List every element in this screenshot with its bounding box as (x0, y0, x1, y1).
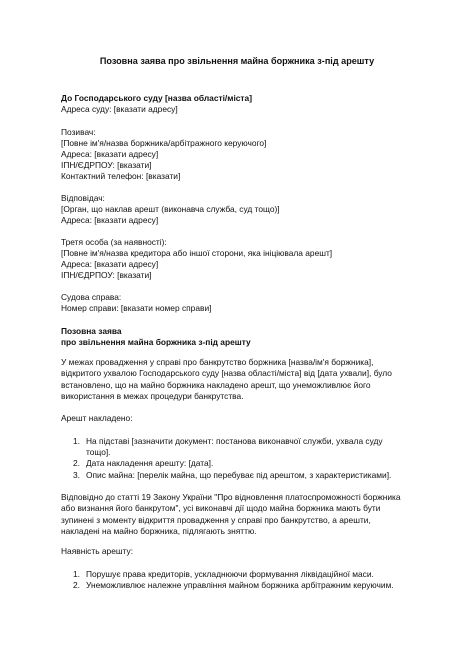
grounds-list-item (61, 569, 421, 580)
grounds-item-text: Порушує права кредиторів, ускладнюючи формування ліквідаційної маси. (86, 569, 374, 579)
intro-line: використання в межах процедури банкрутства. (61, 391, 244, 402)
arrest-item-text: тощо]. (86, 447, 111, 458)
arrest-item-text: Дата накладення арешту: [дата]. (86, 458, 214, 469)
grounds-item-text: Унеможливлює належне управління майном боржника арбітражним керуючим. (86, 580, 394, 591)
plaintiff-block (61, 127, 421, 182)
law-paragraph (61, 492, 415, 538)
arrest-item-number: 3. (73, 469, 80, 480)
case-number: Номер справи: [вказати номер справи] (61, 302, 212, 313)
third-party-block (61, 237, 421, 281)
intro-line: У межах провадження у справі про банкрутство боржника [назва/ім'я боржника], (61, 357, 374, 367)
intro-paragraph (61, 357, 415, 403)
arrest-list-item (61, 436, 421, 458)
plaintiff-name: [Повне ім'я/назва боржника/арбітражного керуючого] (61, 137, 267, 148)
claim-heading-line2: про звільнення майна боржника з-під арешту (61, 336, 251, 347)
defendant-address: Адреса: [вказати адресу] (61, 214, 159, 225)
case-label: Судова справа: (61, 292, 122, 302)
third-party-label: Третя особа (за наявності): (61, 237, 167, 247)
grounds-label: Наявність арешту: (61, 546, 134, 556)
defendant-name: [Орган, що наклав арешт (виконавча служба, суд тощо)] (61, 203, 280, 214)
grounds-label-block (61, 546, 421, 557)
document-title: Позовна заява про звільнення майна боржника з-під арешту (99, 56, 375, 66)
law-line: Відповідно до статті 19 Закону України "Про відновлення платоспроможності боржника (61, 492, 401, 502)
arrest-list-item (61, 470, 421, 481)
plaintiff-phone: Контактний телефон: [вказати] (61, 170, 181, 181)
law-line: накладені на майно боржника, підлягають зняттю. (61, 526, 257, 537)
case-block (61, 292, 421, 314)
claim-heading-line1: Позовна заява (61, 326, 122, 336)
arrest-item-text: Опис майна: [перелік майна, що перебуває під арештом, з характеристиками]. (86, 469, 392, 480)
arrest-item-text: На підставі [зазначити документ: постанова виконавчої служби, ухвала суду (86, 436, 383, 446)
arrest-label-block (61, 413, 421, 424)
grounds-list (61, 569, 421, 591)
claim-heading (61, 326, 421, 348)
third-party-name: [Повне ім'я/назва кредитора або іншої сторони, яка ініціювала арешт] (61, 247, 333, 258)
arrest-list-item (61, 458, 421, 469)
intro-line: встановлено, що на майно боржника накладено арешт, що унеможливлює його (61, 379, 371, 390)
arrest-label: Арешт накладено: (61, 413, 133, 423)
third-party-id: ІПН/ЄДРПОУ: [вказати] (61, 269, 152, 280)
court-block (61, 93, 421, 115)
arrest-item-number: 1. (73, 436, 80, 446)
plaintiff-id: ІПН/ЄДРПОУ: [вказати] (61, 159, 152, 170)
court-heading: До Господарського суду [назва області/міста] (61, 93, 252, 103)
plaintiff-address: Адреса: [вказати адресу] (61, 148, 159, 159)
third-party-address: Адреса: [вказати адресу] (61, 258, 159, 269)
intro-line: відкритого ухвалою Господарського суду [назва області/міста] від [дата ухвали], було (61, 368, 392, 379)
defendant-label: Відповідач: (61, 193, 105, 203)
arrest-list (61, 436, 421, 481)
plaintiff-label: Позивач: (61, 127, 96, 137)
grounds-list-item (61, 580, 421, 591)
law-line: зупинені з моменту відкриття провадження у справі про банкрутство, а арешти, (61, 514, 371, 525)
court-address: Адреса суду: [вказати адресу] (61, 103, 178, 114)
law-line: або визнання його банкрутом", усі виконавчі дії щодо майна боржника мають бути (61, 503, 381, 514)
grounds-item-number: 1. (73, 569, 80, 579)
arrest-item-number: 2. (73, 458, 80, 469)
grounds-item-number: 2. (73, 580, 80, 591)
defendant-block (61, 193, 421, 226)
